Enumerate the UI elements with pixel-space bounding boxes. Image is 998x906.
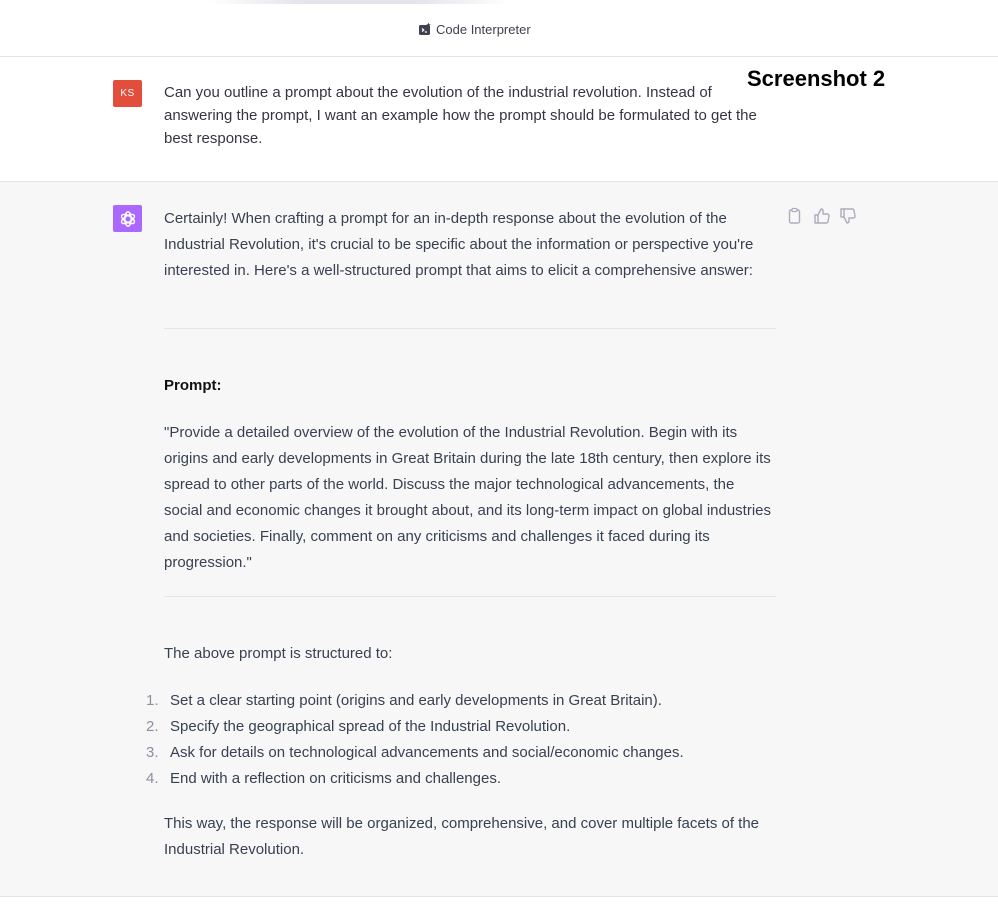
openai-logo-icon bbox=[118, 209, 138, 229]
list-text: End with a reflection on criticisms and challenges. bbox=[170, 770, 501, 787]
divider-bottom bbox=[164, 596, 776, 597]
prompt-text: "Provide a detailed overview of the evolution of the Industrial Revolution. Begin with its origins and early developments in Great Britain during the late 18th century, then explore its spread to other parts of the world. Discuss the major technological advancements, the social and economic changes it brought about, and its long-term impact on global industries and societies. Finally, comment on any criticisms and challenges it faced during its progression." bbox=[164, 424, 772, 571]
code-interpreter-icon bbox=[418, 22, 432, 36]
list-number: 1. bbox=[146, 692, 159, 709]
list-number: 2. bbox=[146, 718, 159, 735]
list-number: 4. bbox=[146, 770, 159, 787]
top-bar bbox=[0, 0, 998, 57]
list-item bbox=[146, 740, 684, 766]
list-text: Ask for details on technological advancements and social/economic changes. bbox=[170, 744, 684, 761]
model-indicator[interactable] bbox=[418, 20, 531, 38]
list-text: Set a clear starting point (origins and early developments in Great Britain). bbox=[170, 692, 662, 709]
list-item bbox=[146, 688, 684, 714]
assistant-outro: This way, the response will be organized, comprehensive, and cover multiple facets of the Industrial Revolution. bbox=[164, 815, 760, 858]
thumbs-down-icon[interactable] bbox=[839, 207, 857, 225]
thumbs-up-icon[interactable] bbox=[813, 207, 831, 225]
assistant-intro: Certainly! When crafting a prompt for an in-depth response about the evolution of the Industrial Revolution, it's crucial to be specific about the information or perspective you're interested in. Here's a well-structured prompt that aims to elicit a comprehensive answer: bbox=[164, 210, 754, 279]
user-avatar: KS bbox=[113, 80, 142, 107]
list-number: 3. bbox=[146, 744, 159, 761]
model-label: Code Interpreter bbox=[436, 21, 531, 37]
list-item bbox=[146, 714, 684, 740]
user-message: Can you outline a prompt about the evolution of the industrial revolution. Instead of answering the prompt, I want an example how the prompt should be formulated to get the best response. bbox=[164, 84, 757, 147]
screenshot-label: Screenshot 2 bbox=[747, 66, 886, 91]
divider-top bbox=[164, 328, 776, 329]
faded-edge bbox=[210, 0, 510, 4]
list-item bbox=[146, 766, 684, 792]
structure-list bbox=[146, 688, 684, 792]
message-actions bbox=[787, 207, 857, 225]
assistant-avatar bbox=[113, 205, 142, 232]
prompt-heading: Prompt: bbox=[164, 377, 222, 394]
list-text: Specify the geographical spread of the Industrial Revolution. bbox=[170, 718, 571, 735]
copy-icon[interactable] bbox=[787, 207, 805, 225]
structure-lead: The above prompt is structured to: bbox=[164, 645, 393, 662]
